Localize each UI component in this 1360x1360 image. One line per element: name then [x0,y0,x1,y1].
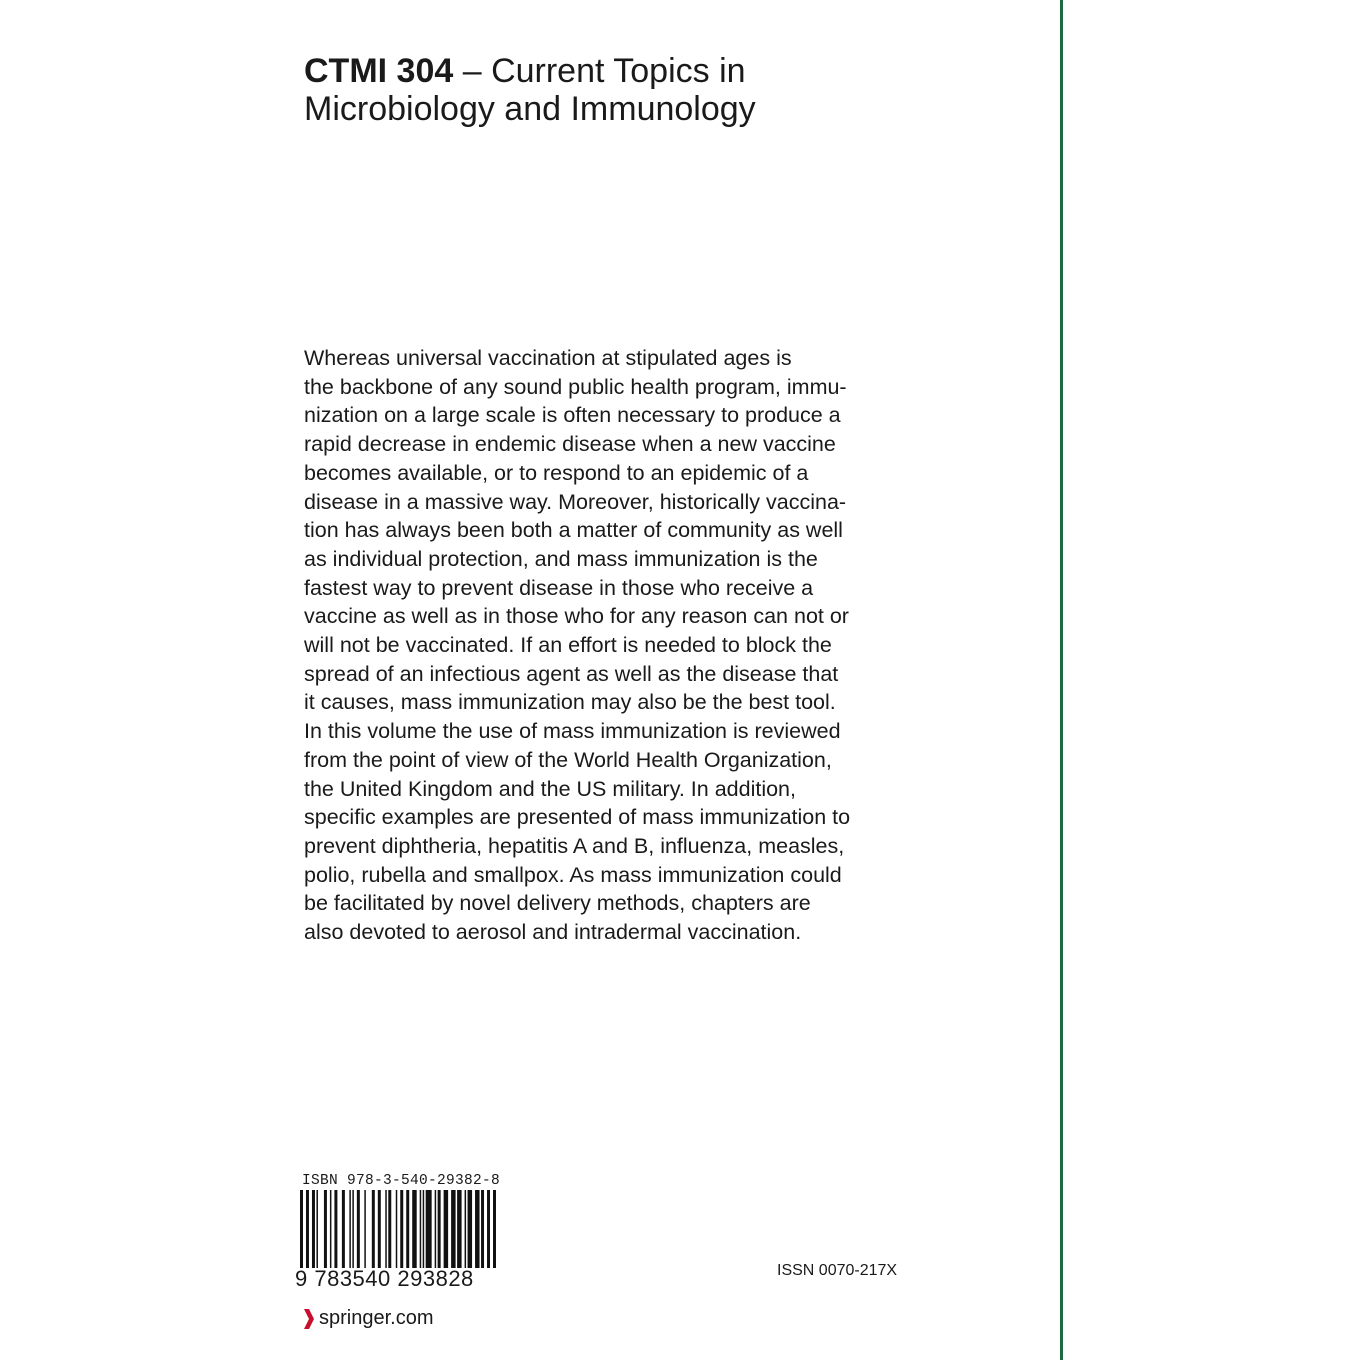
description-line: becomes available, or to respond to an epidemic of a [304,460,809,485]
barcode-bar [406,1190,409,1268]
series-title-text: – Current Topics in [453,52,746,90]
barcode-bar [457,1190,461,1268]
barcode-bar [300,1190,303,1268]
barcode-bar [487,1190,490,1268]
barcode-digits: 9 783540 293828 [295,1266,474,1291]
description-line: tion has always been both a matter of community as well [304,518,843,543]
description-line: spread of an infectious agent as well as the disease that [304,661,839,686]
barcode-bar [412,1190,416,1268]
description-line: fastest way to prevent disease in those who receive a [304,575,814,600]
series-title-line1 [304,52,924,90]
barcode-bar [349,1190,351,1268]
barcode-bar [312,1190,315,1268]
barcode-bar [481,1190,484,1268]
barcode-bar [388,1190,391,1268]
description-line: from the point of view of the World Health Organization, [304,747,832,772]
barcode-bar [306,1190,309,1268]
barcode-bar [324,1190,327,1268]
spine-divider-line [1060,0,1063,1360]
barcode-bar [316,1190,318,1268]
barcode-bar [444,1190,448,1268]
barcode-bar [364,1190,366,1268]
barcode-bar [465,1190,467,1268]
barcode-bar [334,1190,337,1268]
description-line: also devoted to aerosol and intradermal vaccination. [304,920,802,945]
book-description [304,344,924,947]
barcode-bar [475,1190,479,1268]
description-line: polio, rubella and smallpox. As mass immunization could [304,862,842,887]
publisher-website: springer.com [319,1307,434,1329]
isbn-label: ISBN 978-3-540-29382-8 [302,1173,501,1189]
barcode-bar [420,1190,422,1268]
description-line: it causes, mass immunization may also be the best tool. [304,690,836,715]
barcode-bar [451,1190,455,1268]
barcode-bar [378,1190,381,1268]
description-line: In this volume the use of mass immunization is reviewed [304,719,841,744]
barcode-bar [330,1190,331,1268]
barcode-bar [493,1190,496,1268]
barcode-bar [423,1190,425,1268]
barcode-bar [385,1190,387,1268]
description-line: rapid decrease in endemic disease when a new vaccine [304,432,836,457]
description-line: prevent diphtheria, hepatitis A and B, influenza, measles, [304,833,845,858]
barcode-bar [357,1190,360,1268]
description-line: Whereas universal vaccination at stipulated ages is [304,346,792,370]
barcode-bar [372,1190,375,1268]
description-line: nization on a large scale is often necessary to produce a [304,403,841,428]
publisher-website-link[interactable] [303,1307,434,1330]
barcode-bar [396,1190,398,1268]
barcode-bar [435,1190,437,1268]
description-line: the backbone of any sound public health program, immu- [304,374,847,399]
barcode-bar [352,1190,354,1268]
description-line: vaccine as well as in those who for any reason can not or [304,604,849,629]
barcode-bar [438,1190,441,1268]
chevron-right-icon [303,1308,315,1330]
description-line: disease in a massive way. Moreover, historically vaccina- [304,489,847,514]
description-line: as individual protection, and mass immunization is the [304,546,818,571]
series-title [304,52,924,128]
description-line: be facilitated by novel delivery methods, chapters are [304,891,811,916]
issn-label: ISSN 0070-217X [777,1262,898,1279]
barcode-bar [426,1190,432,1268]
barcode-bars [298,1190,498,1268]
barcode-bar [400,1190,403,1268]
description-line: specific examples are presented of mass immunization to [304,805,851,830]
series-title-line2: Microbiology and Immunology [304,90,756,128]
barcode-bar [468,1190,472,1268]
description-line: will not be vaccinated. If an effort is needed to block the [304,633,832,658]
series-code: CTMI 304 [304,52,454,90]
barcode-bar [342,1190,345,1268]
description-line: the United Kingdom and the US military. In addition, [304,776,796,801]
